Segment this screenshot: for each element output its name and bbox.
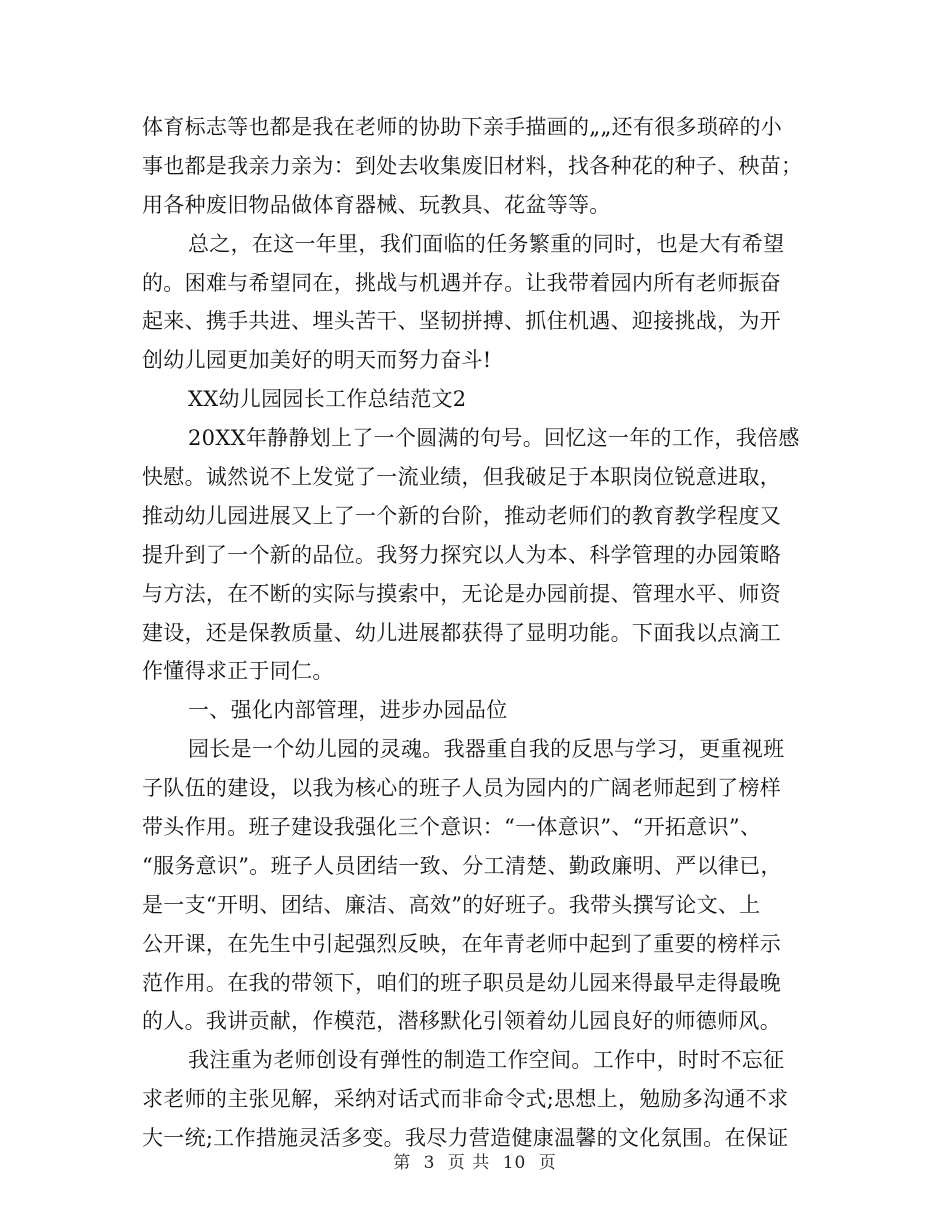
page-label-prefix: 第 — [393, 1153, 412, 1173]
text-line: 园长是一个幼儿园的灵魂。我器重自我的反思与学习，更重视班 — [188, 737, 785, 762]
text-line: 我注重为老师创设有弹性的制造工作空间。工作中，时时不忘征 — [188, 1048, 785, 1073]
section-title — [142, 380, 817, 419]
text-line: 20XX年静静划上了一个圆满的句号。回忆这一年的工作，我倍感 — [188, 426, 800, 451]
paragraph-continued — [142, 108, 817, 225]
text-line: 作懂得求正于同仁。 — [142, 659, 334, 684]
text-line: 范作用。在我的带领下，咱们的班子职员是幼儿园来得最早走得最晚 — [142, 970, 781, 995]
text-line: 带头作用。班子建设我强化三个意识：“一体意识”、“开拓意识”、 — [142, 815, 762, 840]
text-line: 用各种废旧物品做体育器械、玩教具、花盆等等。 — [142, 192, 611, 217]
text-line: 大一统;工作措施灵活多变。我尽力营造健康温馨的文化氛围。在保证 — [142, 1126, 789, 1151]
paragraph-principal — [142, 730, 817, 1041]
text-line: 的人。我讲贡献，作模范，潜移默化引领着幼儿园良好的师德师风。 — [142, 1009, 781, 1034]
section-title-text: XX幼儿园园长工作总结范文2 — [188, 387, 467, 412]
page-label-middle: 页 共 — [447, 1153, 491, 1173]
text-line: 子队伍的建设，以我为核心的班子人员为园内的广阔老师起到了榜样 — [142, 776, 781, 801]
text-line: 求老师的主张见解，采纳对话式而非命令式;思想上，勉励多沟通不求 — [142, 1087, 789, 1112]
text-line: 的。困难与希望同在，挑战与机遇并存。让我带着园内所有老师振奋 — [142, 270, 781, 295]
text-line: 是一支“开明、团结、廉洁、高效”的好班子。我带头撰写论文、上 — [142, 892, 761, 917]
text-line: 建设，还是保教质量、幼儿进展都获得了显明功能。下面我以点滴工 — [142, 620, 781, 645]
heading-1 — [142, 691, 817, 730]
text-line: 提升到了一个新的品位。我努力探究以人为本、科学管理的办园策略 — [142, 542, 781, 567]
text-line: 公开课，在先生中引起强烈反映，在年青老师中起到了重要的榜样示 — [142, 931, 781, 956]
text-line: 体育标志等也都是我在老师的协助下亲手描画的„„还有很多琐碎的小 — [142, 115, 783, 139]
text-line: 总之，在这一年里，我们面临的任务繁重的同时，也是大有希望 — [188, 231, 785, 256]
text-line: “服务意识”。班子人员团结一致、分工清楚、勤政廉明、严以律已， — [142, 853, 782, 878]
paragraph-summary — [142, 225, 817, 381]
text-line: 创幼儿园更加美好的明天而努力奋斗! — [142, 348, 492, 373]
page-footer — [0, 1148, 950, 1173]
text-line: 推动幼儿园进展又上了一个新的台阶，推动老师们的教育教学程度又 — [142, 503, 781, 528]
text-line: 事也都是我亲力亲为：到处去收集废旧材料，找各种花的种子、秧苗； — [142, 153, 803, 178]
text-line: 快慰。诚然说不上发觉了一流业绩，但我破足于本职岗位锐意进取， — [142, 465, 781, 490]
paragraph-teachers — [142, 1041, 817, 1158]
heading-text: 一、强化内部管理，进步办园品位 — [188, 698, 508, 723]
paragraph-intro — [142, 419, 817, 691]
page-number: 3 — [423, 1153, 436, 1173]
text-line: 与方法，在不断的实际与摸索中，无论是办园前提、管理水平、师资 — [142, 581, 781, 606]
document-body — [142, 108, 817, 1158]
text-line: 起来、携手共进、埋头苦干、坚韧拼搏、抓住机遇、迎接挑战，为开 — [142, 309, 781, 334]
page-label-suffix: 页 — [538, 1153, 557, 1173]
total-pages: 10 — [502, 1153, 527, 1173]
